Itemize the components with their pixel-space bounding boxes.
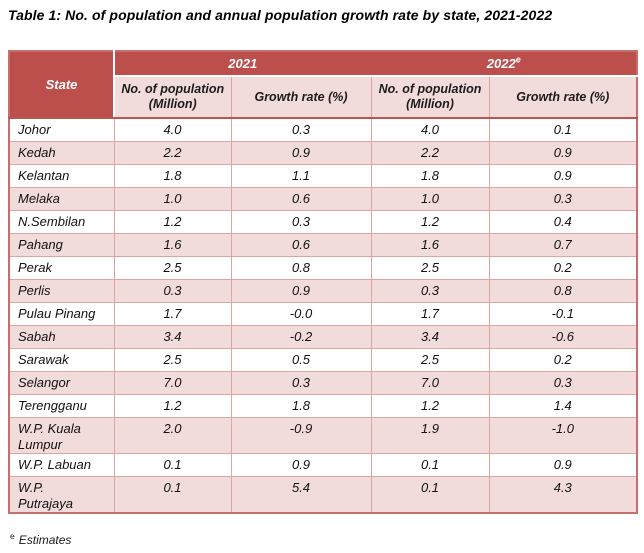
table-row <box>9 279 637 302</box>
cell-population-2022: 1.2 <box>371 394 489 417</box>
table-body <box>9 118 637 513</box>
cell-state: Kedah <box>9 141 114 164</box>
cell-growth-2021: 0.8 <box>231 256 371 279</box>
table-row <box>9 141 637 164</box>
cell-growth-2022: -1.0 <box>489 417 637 453</box>
cell-population-2021: 1.0 <box>114 187 231 210</box>
col-header-2022 <box>371 51 637 76</box>
table-row <box>9 371 637 394</box>
cell-population-2021: 1.7 <box>114 302 231 325</box>
col-header-2021 <box>114 51 371 76</box>
footnote <box>10 531 71 547</box>
table-row <box>9 118 637 141</box>
table-title: Table 1: No. of population and annual population growth rate by state, 2021-2022 <box>8 7 553 23</box>
cell-population-2022: 1.8 <box>371 164 489 187</box>
col-header-population-2021: No. of population (Million) <box>114 76 231 118</box>
cell-population-2021: 1.2 <box>114 394 231 417</box>
cell-growth-2021: 0.9 <box>231 453 371 476</box>
table-row <box>9 187 637 210</box>
cell-population-2021: 2.0 <box>114 417 231 453</box>
cell-population-2021: 0.1 <box>114 476 231 513</box>
cell-growth-2022: 0.7 <box>489 233 637 256</box>
cell-population-2021: 2.2 <box>114 141 231 164</box>
table-row <box>9 256 637 279</box>
table-header <box>9 51 637 118</box>
cell-population-2022: 0.1 <box>371 453 489 476</box>
cell-population-2021: 1.8 <box>114 164 231 187</box>
cell-population-2022: 1.0 <box>371 187 489 210</box>
cell-growth-2021: -0.9 <box>231 417 371 453</box>
cell-state: N.Sembilan <box>9 210 114 233</box>
cell-population-2021: 1.6 <box>114 233 231 256</box>
cell-growth-2021: 0.3 <box>231 210 371 233</box>
cell-growth-2022: -0.6 <box>489 325 637 348</box>
cell-state: Pulau Pinang <box>9 302 114 325</box>
cell-population-2022: 2.5 <box>371 348 489 371</box>
cell-growth-2021: 0.6 <box>231 187 371 210</box>
table-row <box>9 302 637 325</box>
cell-growth-2022: 1.4 <box>489 394 637 417</box>
cell-state: W.P. Kuala Lumpur <box>9 417 114 453</box>
cell-growth-2021: -0.2 <box>231 325 371 348</box>
cell-growth-2022: 0.9 <box>489 141 637 164</box>
table-row <box>9 348 637 371</box>
cell-growth-2021: 0.3 <box>231 118 371 141</box>
table-row <box>9 233 637 256</box>
cell-growth-2022: 0.8 <box>489 279 637 302</box>
cell-state: Perlis <box>9 279 114 302</box>
table-row <box>9 476 637 513</box>
cell-growth-2022: 4.3 <box>489 476 637 513</box>
cell-population-2022: 0.1 <box>371 476 489 513</box>
col-header-growth-2021: Growth rate (%) <box>231 76 371 118</box>
cell-population-2021: 7.0 <box>114 371 231 394</box>
cell-population-2022: 1.7 <box>371 302 489 325</box>
col-header-state: State <box>9 51 114 118</box>
cell-population-2022: 4.0 <box>371 118 489 141</box>
cell-growth-2021: 1.8 <box>231 394 371 417</box>
cell-state: Perak <box>9 256 114 279</box>
cell-population-2022: 3.4 <box>371 325 489 348</box>
cell-state: Sabah <box>9 325 114 348</box>
cell-population-2021: 0.3 <box>114 279 231 302</box>
cell-state: Selangor <box>9 371 114 394</box>
table-row <box>9 394 637 417</box>
cell-growth-2022: 0.4 <box>489 210 637 233</box>
cell-growth-2022: 0.3 <box>489 371 637 394</box>
footnote-text: Estimates <box>18 533 72 547</box>
cell-growth-2022: 0.2 <box>489 256 637 279</box>
cell-population-2021: 2.5 <box>114 256 231 279</box>
cell-population-2022: 2.2 <box>371 141 489 164</box>
cell-population-2021: 2.5 <box>114 348 231 371</box>
table-row <box>9 210 637 233</box>
cell-population-2022: 1.2 <box>371 210 489 233</box>
cell-growth-2022: 0.9 <box>489 453 637 476</box>
cell-state: Kelantan <box>9 164 114 187</box>
table-row <box>9 453 637 476</box>
cell-growth-2022: 0.1 <box>489 118 637 141</box>
estimate-superscript: e <box>515 54 521 65</box>
cell-growth-2021: 5.4 <box>231 476 371 513</box>
header-row-years <box>9 51 637 76</box>
cell-population-2022: 0.3 <box>371 279 489 302</box>
cell-state: Melaka <box>9 187 114 210</box>
year-2022-label: 2022 <box>486 56 516 71</box>
cell-population-2022: 1.9 <box>371 417 489 453</box>
cell-state: W.P. Labuan <box>9 453 114 476</box>
cell-population-2022: 1.6 <box>371 233 489 256</box>
col-header-growth-2022: Growth rate (%) <box>489 76 637 118</box>
cell-population-2022: 2.5 <box>371 256 489 279</box>
cell-population-2021: 0.1 <box>114 453 231 476</box>
cell-growth-2021: 0.9 <box>231 141 371 164</box>
cell-growth-2021: 0.5 <box>231 348 371 371</box>
table-row <box>9 325 637 348</box>
cell-growth-2021: 0.9 <box>231 279 371 302</box>
cell-growth-2022: 0.3 <box>489 187 637 210</box>
cell-population-2022: 7.0 <box>371 371 489 394</box>
cell-growth-2022: 0.9 <box>489 164 637 187</box>
footnote-marker: e <box>10 531 15 541</box>
population-table <box>8 50 638 514</box>
cell-growth-2021: 0.3 <box>231 371 371 394</box>
year-2021-label: 2021 <box>228 56 258 71</box>
cell-state: Pahang <box>9 233 114 256</box>
cell-state: W.P. Putrajaya <box>9 476 114 513</box>
cell-growth-2021: -0.0 <box>231 302 371 325</box>
cell-growth-2021: 0.6 <box>231 233 371 256</box>
table-row <box>9 417 637 453</box>
cell-population-2021: 3.4 <box>114 325 231 348</box>
cell-growth-2021: 1.1 <box>231 164 371 187</box>
cell-state: Terengganu <box>9 394 114 417</box>
cell-state: Sarawak <box>9 348 114 371</box>
cell-population-2021: 1.2 <box>114 210 231 233</box>
table-row <box>9 164 637 187</box>
cell-state: Johor <box>9 118 114 141</box>
cell-population-2021: 4.0 <box>114 118 231 141</box>
col-header-population-2022: No. of population (Million) <box>371 76 489 118</box>
cell-growth-2022: -0.1 <box>489 302 637 325</box>
cell-growth-2022: 0.2 <box>489 348 637 371</box>
